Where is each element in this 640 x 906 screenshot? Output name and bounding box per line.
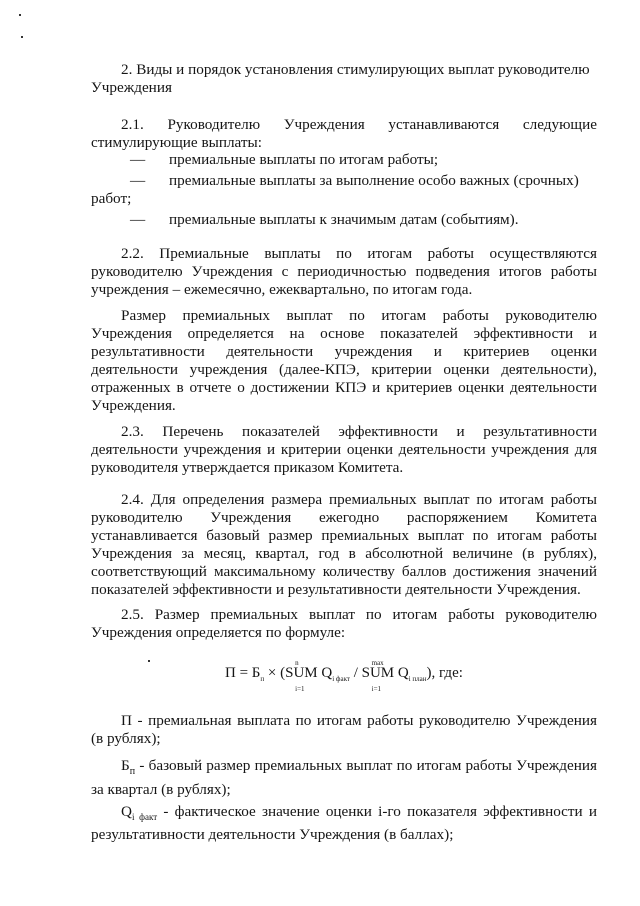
list-item: премиальные выплаты к значимым датам (событиям). [169, 211, 519, 228]
paragraph-2-2: 2.2. Премиальные выплаты по итогам работы осуществляются руководителю Учреждения с периодичностью подведения итогов работы учреждения – ежемесячно, ежеквартально, по итогам года. [91, 245, 597, 298]
paragraph-2-5: 2.5. Размер премиальных выплат по итогам работы руководителю Учреждения определяется по формуле: [91, 606, 597, 641]
list-dash: — [130, 211, 146, 228]
section-title: 2. Виды и порядок установления стимулирующих выплат руководителю Учреждения [91, 61, 590, 96]
list-item: премиальные выплаты за выполнение особо важных (срочных) [169, 172, 579, 189]
scan-speck [21, 36, 23, 38]
paragraph-2-1: 2.1. Руководителю Учреждения устанавливаются следующие стимулирующие выплаты: [91, 116, 597, 151]
list-dash: — [130, 151, 146, 168]
list-item: премиальные выплаты по итогам работы; [169, 151, 439, 168]
paragraph-2-3: 2.3. Перечень показателей эффективности и результативности деятельности учреждения и критерии оценки деятельности учреждения для руководителя утверждается приказом Комитета. [91, 423, 597, 476]
definition-b: $Б_п$ - базовый размер премиальных выплат по итогам работы Учреждения за квартал (в рублях); [91, 757, 597, 799]
paragraph-bonus-size: Размер премиальных выплат по итогам работы руководителю Учреждения определяется на основе показателей эффективности и результативности деятельности учреждения и критериев оценки деятельности учреждения (далее-КПЭ, критерии оценки деятельности), отраженных в отчете о достижении КПЭ и критериев оценки деятельности Учреждения. [91, 307, 597, 414]
list-dash: — [130, 172, 146, 189]
bonus-formula: $П = Б_п$ × ( n SUM i=1 $Q_{i факт}$ / max SUM i=1 $Q_{i план}$), где: [225, 659, 463, 693]
list-item-continuation: работ; [91, 190, 132, 207]
definition-q: $Q_{i факт}$ - фактическое значение оценки i-го показателя эффективности и результативности деятельности Учреждения (в баллах); [91, 803, 598, 844]
paragraph-2-1-line1: 2.1. Руководителю Учреждения устанавливаются следующие [121, 116, 597, 133]
paragraph-2-4: 2.4. Для определения размера премиальных выплат по итогам работы руководителю Учреждения ежегодно распоряжением Комитета устанавливается базовый размер премиальных выплат по итогам работы Учреждения за месяц, квартал, год в абсолютной величине (в рублях), соответствующий максимальному количеству баллов достижения значений показателей эффективности и результативности деятельности Учреждения. [91, 491, 597, 598]
sum-operator: n SUM i=1 [285, 659, 318, 693]
sum-operator: max SUM i=1 [361, 659, 395, 693]
scan-speck [148, 660, 150, 662]
scan-speck [19, 14, 21, 16]
definition-p: П - премиальная выплата по итогам работы руководителю Учреждения (в рублях); [91, 712, 597, 747]
